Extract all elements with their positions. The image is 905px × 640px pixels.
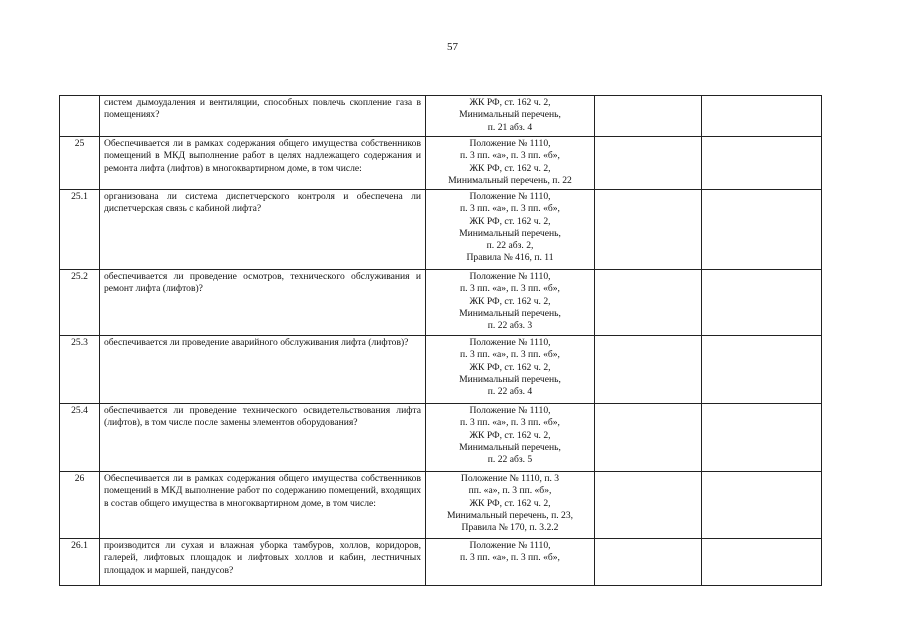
reference-line: Минимальный перечень, [459, 373, 561, 385]
empty-note-cell [702, 190, 822, 270]
reference-line: Положение № 1110, [469, 540, 551, 551]
question-cell: обеспечивается ли проведение осмотров, технического обслуживания и ремонт лифта (лифтов)? [100, 270, 426, 336]
reference-line: ЖК РФ, ст. 162 ч. 2, [469, 162, 551, 174]
empty-note-cell [702, 137, 822, 190]
table-row [60, 539, 822, 586]
reference-line: п. 21 абз. 4 [487, 121, 533, 133]
legal-reference-cell [426, 472, 595, 539]
row-number: 25.2 [60, 270, 100, 336]
reference-line: п. 3 пп. «а», п. 3 пп. «б», [460, 552, 560, 564]
reference-line: ЖК РФ, ст. 162 ч. 2, [469, 497, 551, 509]
legal-reference-cell [426, 270, 595, 336]
empty-note-cell [702, 404, 822, 472]
reference-line: Положение № 1110, [469, 271, 551, 282]
empty-note-cell [702, 96, 822, 137]
reference-line: п. 22 абз. 4 [487, 386, 533, 398]
question-cell: Обеспечивается ли в рамках содержания общего имущества собственников помещений в МКД выполнение работ в целях надлежащего содержания и ремонта лифта (лифтов) в многоквартирном доме, в том числе: [100, 137, 426, 190]
table-row [60, 270, 822, 336]
empty-note-cell [702, 539, 822, 586]
row-number: 26 [60, 472, 100, 539]
question-cell: обеспечивается ли проведение технического освидетельствования лифта (лифтов), в том числе после замены элементов оборудования? [100, 404, 426, 472]
legal-reference-cell [426, 539, 595, 586]
reference-line: п. 22 абз. 5 [487, 454, 533, 466]
reference-line: Правила № 170, п. 3.2.2 [461, 522, 559, 534]
question-cell: организована ли система диспетчерского контроля и обеспечена ли диспетчерская связь с кабиной лифта? [100, 190, 426, 270]
legal-reference-cell [426, 404, 595, 472]
legal-reference-cell [426, 96, 595, 137]
legal-reference-cell [426, 336, 595, 404]
empty-answer-cell [595, 270, 702, 336]
table-row [60, 472, 822, 539]
reference-line: п. 22 абз. 2, [486, 240, 534, 252]
reference-line: Положение № 1110, [469, 337, 551, 348]
question-cell: обеспечивается ли проведение аварийного обслуживания лифта (лифтов)? [100, 336, 426, 404]
row-number: 25.4 [60, 404, 100, 472]
legal-reference-cell [426, 137, 595, 190]
reference-line: Правила № 416, п. 11 [466, 252, 554, 264]
reference-line: Положение № 1110, [469, 405, 551, 416]
reference-line: Минимальный перечень, п. 23, [446, 509, 574, 521]
reference-line: пп. «а», п. 3 пп. «б», [468, 485, 552, 497]
empty-note-cell [702, 472, 822, 539]
reference-line: Положение № 1110, п. 3 [460, 473, 560, 484]
reference-line: п. 22 абз. 3 [487, 320, 533, 332]
table-row [60, 96, 822, 137]
page-number: 57 [447, 41, 458, 53]
reference-line: Минимальный перечень, [459, 109, 561, 121]
empty-answer-cell [595, 336, 702, 404]
empty-answer-cell [595, 539, 702, 586]
reference-line: ЖК РФ, ст. 162 ч. 2, [469, 215, 551, 227]
reference-line: п. 3 пп. «а», п. 3 пп. «б», [460, 203, 560, 215]
reference-line: Минимальный перечень, [459, 307, 561, 319]
empty-answer-cell [595, 190, 702, 270]
reference-line: ЖК РФ, ст. 162 ч. 2, [469, 97, 551, 108]
table-row [60, 404, 822, 472]
reference-line: Положение № 1110, [469, 138, 551, 149]
reference-line: ЖК РФ, ст. 162 ч. 2, [469, 361, 551, 373]
empty-note-cell [702, 270, 822, 336]
checklist-table [59, 95, 822, 586]
reference-line: ЖК РФ, ст. 162 ч. 2, [469, 429, 551, 441]
row-number: 25.1 [60, 190, 100, 270]
reference-line: п. 3 пп. «а», п. 3 пп. «б», [460, 150, 560, 162]
question-cell: систем дымоудаления и вентиляции, способных повлечь скопление газа в помещениях? [100, 96, 426, 137]
reference-line: Минимальный перечень, п. 22 [448, 174, 572, 186]
question-cell: производится ли сухая и влажная уборка тамбуров, холлов, коридоров, галерей, лифтовых площадок и лифтовых холлов и кабин, лестничных площадок и маршей, пандусов? [100, 539, 426, 586]
reference-line: Минимальный перечень, [459, 227, 561, 239]
table-row [60, 137, 822, 190]
table-row [60, 190, 822, 270]
empty-answer-cell [595, 472, 702, 539]
empty-answer-cell [595, 404, 702, 472]
row-number: 26.1 [60, 539, 100, 586]
legal-reference-cell [426, 190, 595, 270]
reference-line: ЖК РФ, ст. 162 ч. 2, [469, 295, 551, 307]
reference-line: Положение № 1110, [469, 191, 551, 202]
reference-line: Минимальный перечень, [459, 441, 561, 453]
empty-note-cell [702, 336, 822, 404]
empty-answer-cell [595, 96, 702, 137]
reference-line: п. 3 пп. «а», п. 3 пп. «б», [460, 349, 560, 361]
empty-answer-cell [595, 137, 702, 190]
row-number: 25.3 [60, 336, 100, 404]
reference-line: п. 3 пп. «а», п. 3 пп. «б», [460, 283, 560, 295]
reference-line: п. 3 пп. «а», п. 3 пп. «б», [460, 417, 560, 429]
table-row [60, 336, 822, 404]
question-cell: Обеспечивается ли в рамках содержания общего имущества собственников помещений в МКД выполнение работ по содержанию помещений, входящих в состав общего имущества в многоквартирном доме, в том числе: [100, 472, 426, 539]
row-number: 25 [60, 137, 100, 190]
row-number [60, 96, 100, 137]
